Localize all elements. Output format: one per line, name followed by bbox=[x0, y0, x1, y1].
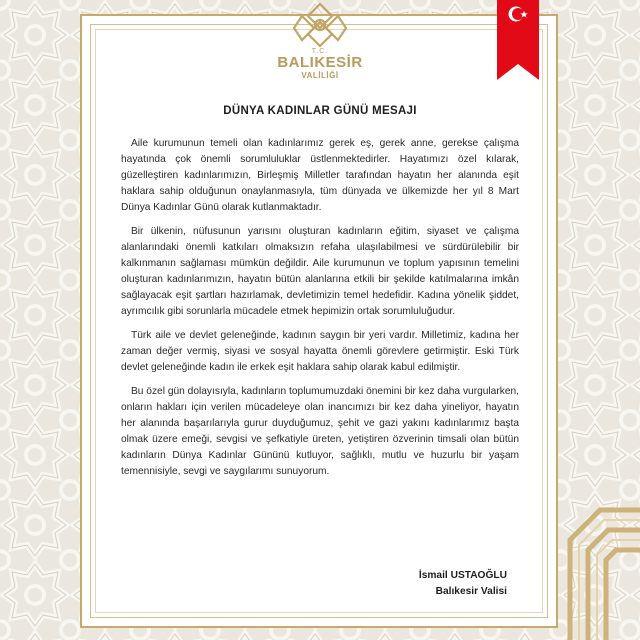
knot-emblem-icon bbox=[292, 2, 348, 48]
document-title: DÜNYA KADINLAR GÜNÜ MESAJI bbox=[223, 105, 417, 117]
paragraph: Bu özel gün dolayısıyla, kadınların toplumumuzdaki önemini bir kez daha vurgularken, onların hakları için verilen mücadeleye olan inancımızı bir kez daha yineliyor, hayatın her alanında başarılarıyla gurur duyduğumuz, şehit ve gazi yakını kadınlarımız başta olmak üzere emeği, sevgisi ve şefkatiyle üreten, yetiştiren özverinin timsali olan bütün kadınların Dünya Kadınlar Gününü kutluyor, sağlıklı, mutlu ve huzurlu bir yaşam temennisiyle, sevgi ve saygılarımı sunuyorum. bbox=[121, 385, 519, 478]
logo-office-text: VALİLİĞİ bbox=[301, 71, 339, 80]
signature-title: Balıkesir Valisi bbox=[435, 586, 507, 597]
logo-tc-text: T.C. bbox=[311, 48, 329, 55]
paragraph: Bir ülkenin, nüfusunun yarısını oluşturan kadınların eğitim, siyaset ve çalışma alanlarındaki önemli katkıları olmaksızın refaha ulaşılabilmesi ve sürdürülebilir bir kalkınmanın sağlaması mümkün değildir. Aile kurumunun ve toplum yapısının temelini oluşturan kadınlarımızın, hayatın bütün alanlarına etkili bir şekilde katılmalarına imkân sağlayacak eşit şartları hazırlamak, devletimizin temel hedefidir. Kadına yönelik şiddet, ayrımcılık gibi sorunlarla mücadele etmek hepimizin ortak sorumluluğudur. bbox=[121, 225, 519, 318]
governorship-logo bbox=[270, 2, 370, 100]
turkish-flag-icon bbox=[497, 0, 539, 80]
signature-block bbox=[419, 568, 507, 600]
message-body bbox=[121, 136, 519, 488]
paragraph: Türk aile ve devlet geleneğinde, kadının saygın bir yeri vardır. Milletimiz, kadına her zaman değer vermiş, siyasi ve sosyal hayatta önemli görevlere getirmiştir. Eski Türk devlet geleneğinde kadın ile erkek eşit haklara sahip olarak kabul edilmiştir. bbox=[121, 330, 519, 374]
corner-ornament-icon bbox=[560, 490, 640, 640]
paragraph: Aile kurumunun temeli olan kadınlarımız gerek eş, gerek anne, gerekse çalışma hayatında çok önemli sorumluluklar üstlenmektedirler. Hayatımızı özel kılarak, güzelleştiren kadınlarımızın, Birleşmiş Milletler tarafından hayatın her alanında eşit haklara sahip olduğunun onaylanmasıyla, tüm dünyada ve ülkemizde her yıl 8 Mart Dünya Kadınlar Günü olarak kutlanmaktadır. bbox=[121, 138, 519, 214]
logo-city-text: BALIKESİR bbox=[277, 54, 363, 71]
signature-name: İsmail USTAOĞLU bbox=[418, 570, 507, 581]
